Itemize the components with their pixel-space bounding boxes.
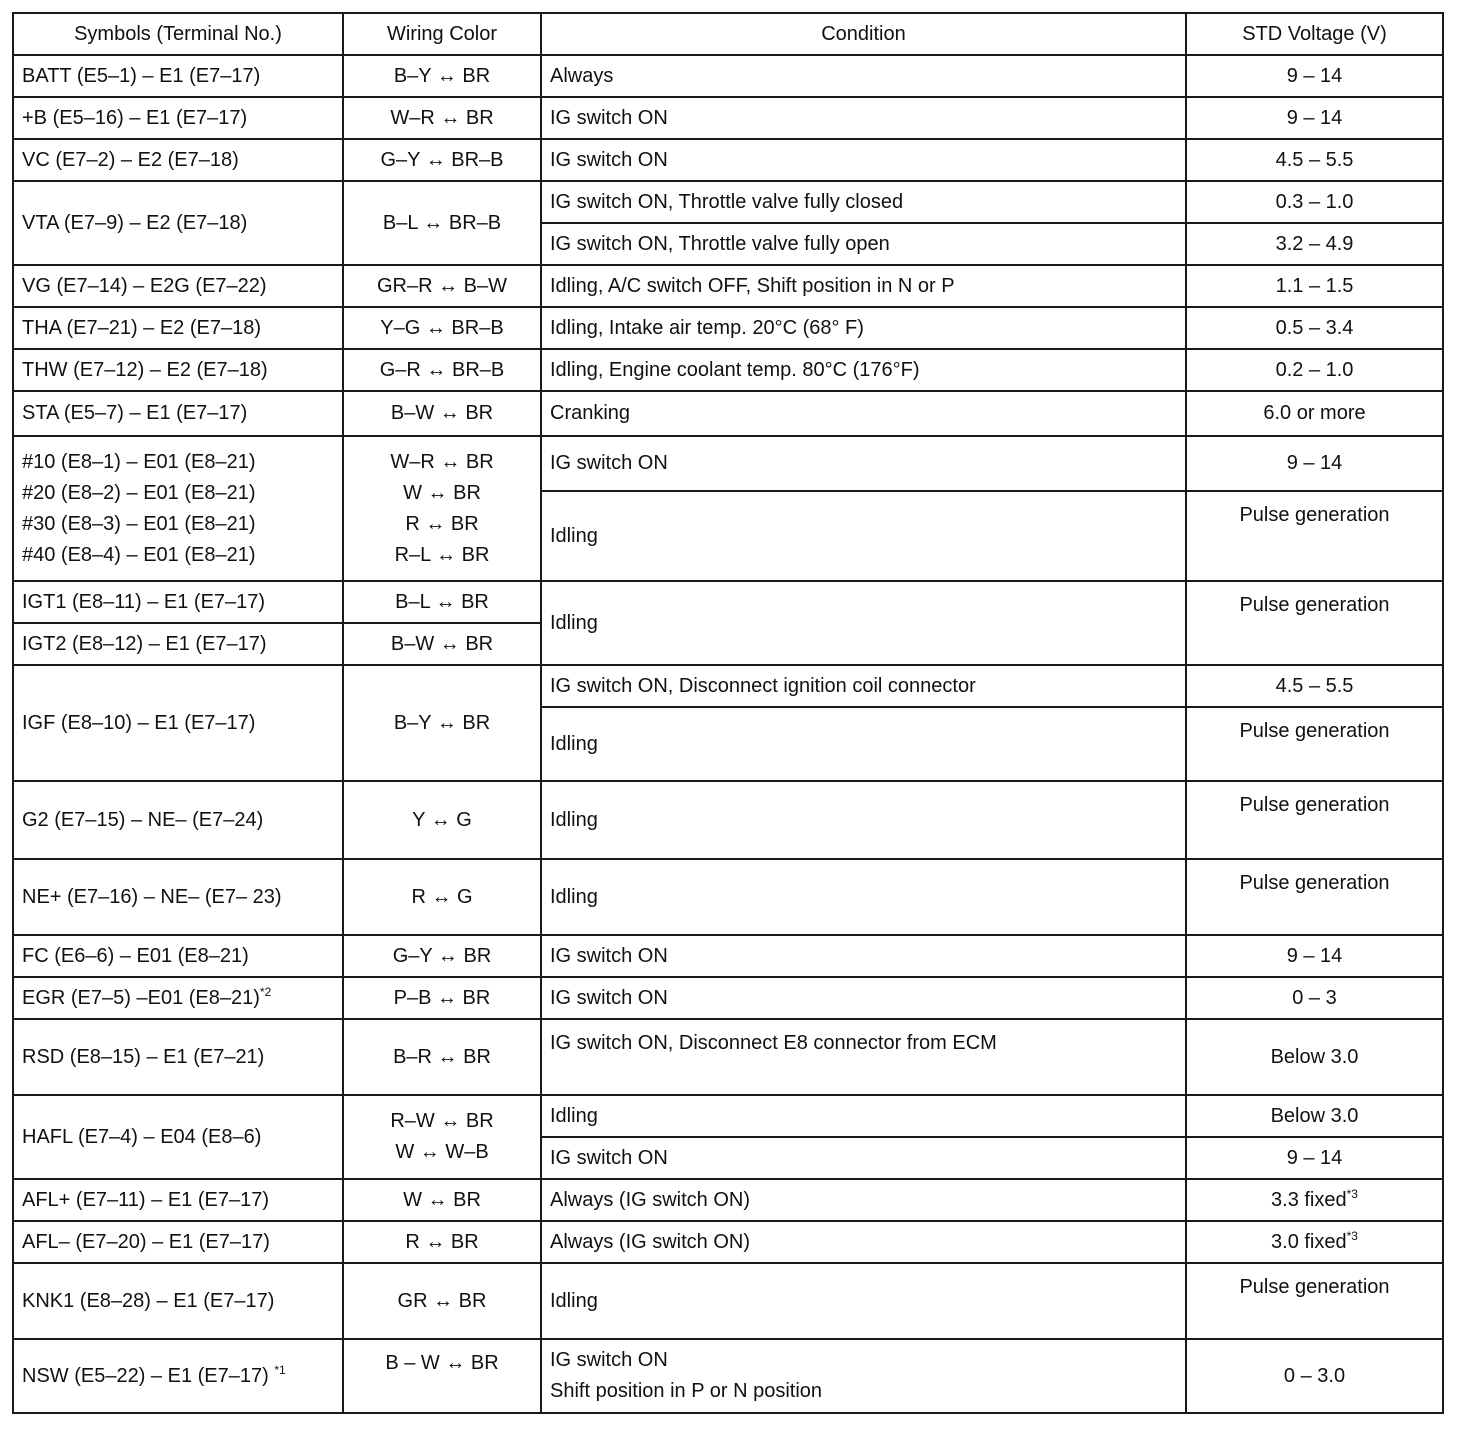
symbol-cell: KNK1 (E8–28) – E1 (E7–17) [13,1263,343,1339]
table-row-knk1 [13,1263,1443,1339]
voltage-cell: Pulse generation [1186,581,1443,665]
condition-cell: Idling [541,781,1186,859]
voltage-cell: 9 – 14 [1186,1137,1443,1179]
symbol-cell: IGT2 (E8–12) – E1 (E7–17) [13,623,343,665]
header-row [13,13,1443,55]
voltage-cell: 0.3 – 1.0 [1186,181,1443,223]
header-symbols: Symbols (Terminal No.) [13,13,343,55]
wiring-cell [343,436,541,581]
symbol-cell: IGT1 (E8–11) – E1 (E7–17) [13,581,343,623]
voltage-cell: 0.5 – 3.4 [1186,307,1443,349]
symbol-cell [13,1339,343,1413]
symbol-cell: THW (E7–12) – E2 (E7–18) [13,349,343,391]
header-wiring-color: Wiring Color [343,13,541,55]
injector-symbol-3: #30 (E8–3) – E01 (E8–21) [22,512,256,535]
table-row-ne [13,859,1443,935]
condition-cell: IG switch ON [541,97,1186,139]
wiring-cell: R ↔ G [343,859,541,935]
nsw-condition-1: IG switch ON [550,1349,668,1371]
voltage-cell: 1.1 – 1.5 [1186,265,1443,307]
condition-cell: IG switch ON, Throttle valve fully closed [541,181,1186,223]
injector-symbol-1: #10 (E8–1) – E01 (E8–21) [22,450,256,473]
condition-cell: Idling [541,491,1186,581]
table-row-aflm [13,1221,1443,1263]
condition-cell [541,1339,1186,1413]
condition-cell: Idling, A/C switch OFF, Shift position in N or P [541,265,1186,307]
symbol-cell: AFL– (E7–20) – E1 (E7–17) [13,1221,343,1263]
injector-wiring-1: W–R ↔ BR [390,450,494,473]
symbol-cell: VTA (E7–9) – E2 (E7–18) [13,181,343,265]
header-condition: Condition [541,13,1186,55]
table-row-aflp [13,1179,1443,1221]
table-row-tha [13,307,1443,349]
symbol-cell: HAFL (E7–4) – E04 (E8–6) [13,1095,343,1179]
condition-cell: IG switch ON, Disconnect ignition coil connector [541,665,1186,707]
injector-symbol-2: #20 (E8–2) – E01 (E8–21) [22,481,256,504]
wiring-cell: P–B ↔ BR [343,977,541,1019]
wiring-cell: W ↔ BR [343,1179,541,1221]
terminal-voltage-table [12,12,1444,1414]
voltage-cell: Pulse generation [1186,707,1443,781]
footnote-mark: *2 [259,984,272,999]
wiring-cell: B–L ↔ BR–B [343,181,541,265]
table-row-nsw [13,1339,1443,1413]
table-row-batt [13,55,1443,97]
wiring-cell: GR ↔ BR [343,1263,541,1339]
condition-cell: IG switch ON [541,1137,1186,1179]
symbol-cell: IGF (E8–10) – E1 (E7–17) [13,665,343,781]
table-row-vg [13,265,1443,307]
voltage-cell: 9 – 14 [1186,97,1443,139]
aflp-voltage-text: 3.3 fixed [1271,1188,1347,1211]
table-row-vta [13,181,1443,223]
voltage-cell: 6.0 or more [1186,391,1443,436]
symbol-cell: VC (E7–2) – E2 (E7–18) [13,139,343,181]
symbol-cell: BATT (E5–1) – E1 (E7–17) [13,55,343,97]
wiring-cell: G–Y ↔ BR [343,935,541,977]
condition-cell: IG switch ON [541,139,1186,181]
voltage-cell: Pulse generation [1186,781,1443,859]
condition-cell: IG switch ON, Throttle valve fully open [541,223,1186,265]
condition-cell: Always [541,55,1186,97]
voltage-cell: 9 – 14 [1186,935,1443,977]
condition-cell: Idling [541,1263,1186,1339]
symbol-cell: VG (E7–14) – E2G (E7–22) [13,265,343,307]
table-row-egr [13,977,1443,1019]
voltage-cell: 0 – 3 [1186,977,1443,1019]
wiring-cell: B–Y ↔ BR [343,665,541,781]
table-row-igt1 [13,581,1443,623]
condition-cell: Idling [541,581,1186,665]
wiring-cell: B–R ↔ BR [343,1019,541,1095]
injector-wiring-3: R ↔ BR [405,512,479,535]
wiring-cell: Y ↔ G [343,781,541,859]
condition-cell: IG switch ON [541,436,1186,491]
terminal-voltage-table-container [12,12,1444,1414]
table-row-thw [13,349,1443,391]
symbol-cell: +B (E5–16) – E1 (E7–17) [13,97,343,139]
symbol-cell: NE+ (E7–16) – NE– (E7– 23) [13,859,343,935]
wiring-cell: Y–G ↔ BR–B [343,307,541,349]
condition-cell: Cranking [541,391,1186,436]
table-row-vc [13,139,1443,181]
table-row-igf [13,665,1443,707]
table-row-injectors [13,436,1443,491]
header-std-voltage: STD Voltage (V) [1186,13,1443,55]
condition-cell: IG switch ON [541,977,1186,1019]
voltage-cell: Pulse generation [1186,1263,1443,1339]
footnote-mark: *3 [1346,1186,1358,1201]
condition-cell: IG switch ON, Disconnect E8 connector from ECM [541,1019,1186,1095]
voltage-cell: 4.5 – 5.5 [1186,139,1443,181]
voltage-cell: 9 – 14 [1186,436,1443,491]
condition-cell: Always (IG switch ON) [541,1221,1186,1263]
condition-cell: Idling [541,707,1186,781]
table-row-fc [13,935,1443,977]
voltage-cell: 0 – 3.0 [1186,1339,1443,1413]
wiring-cell: B–W ↔ BR [343,623,541,665]
condition-cell: Idling [541,1095,1186,1137]
voltage-cell: Below 3.0 [1186,1095,1443,1137]
symbol-cell [13,977,343,1019]
injector-wiring-2: W ↔ BR [403,481,481,504]
wiring-cell: B – W ↔ BR [343,1339,541,1413]
symbol-cell: AFL+ (E7–11) – E1 (E7–17) [13,1179,343,1221]
wiring-cell: R ↔ BR [343,1221,541,1263]
aflm-voltage-text: 3.0 fixed [1271,1230,1347,1253]
table-row-rsd [13,1019,1443,1095]
footnote-mark: *1 [274,1362,286,1377]
wiring-cell: GR–R ↔ B–W [343,265,541,307]
condition-cell: Idling [541,859,1186,935]
wiring-cell: B–W ↔ BR [343,391,541,436]
voltage-cell: 0.2 – 1.0 [1186,349,1443,391]
wiring-cell: B–Y ↔ BR [343,55,541,97]
wiring-cell: B–L ↔ BR [343,581,541,623]
hafl-wiring-1: R–W ↔ BR [390,1110,494,1132]
egr-symbol-text: EGR (E7–5) –E01 (E8–21) [22,986,260,1009]
voltage-cell: Pulse generation [1186,491,1443,581]
voltage-cell: 3.2 – 4.9 [1186,223,1443,265]
voltage-cell [1186,1221,1443,1263]
symbol-cell: RSD (E8–15) – E1 (E7–21) [13,1019,343,1095]
nsw-symbol-text: NSW (E5–22) – E1 (E7–17) [22,1364,269,1387]
voltage-cell: 4.5 – 5.5 [1186,665,1443,707]
condition-cell: IG switch ON [541,935,1186,977]
symbol-cell: THA (E7–21) – E2 (E7–18) [13,307,343,349]
table-row-plusb [13,97,1443,139]
condition-cell: Idling, Intake air temp. 20°C (68° F) [541,307,1186,349]
wiring-cell: W–R ↔ BR [343,97,541,139]
table-row-g2 [13,781,1443,859]
symbol-cell: G2 (E7–15) – NE– (E7–24) [13,781,343,859]
table-row-hafl [13,1095,1443,1137]
condition-cell: Idling, Engine coolant temp. 80°C (176°F) [541,349,1186,391]
voltage-cell: Below 3.0 [1186,1019,1443,1095]
symbol-cell: FC (E6–6) – E01 (E8–21) [13,935,343,977]
table-row-sta [13,391,1443,436]
wiring-cell: G–R ↔ BR–B [343,349,541,391]
condition-cell: Always (IG switch ON) [541,1179,1186,1221]
injector-wiring-4: R–L ↔ BR [394,543,490,566]
injector-symbol-4: #40 (E8–4) – E01 (E8–21) [22,543,256,566]
wiring-cell: G–Y ↔ BR–B [343,139,541,181]
nsw-condition-2: Shift position in P or N position [550,1380,823,1402]
voltage-cell: 9 – 14 [1186,55,1443,97]
symbol-cell: STA (E5–7) – E1 (E7–17) [13,391,343,436]
symbol-cell [13,436,343,581]
hafl-wiring-2: W ↔ W–B [395,1141,489,1163]
voltage-cell: Pulse generation [1186,859,1443,935]
footnote-mark: *3 [1346,1228,1358,1243]
wiring-cell [343,1095,541,1179]
voltage-cell [1186,1179,1443,1221]
